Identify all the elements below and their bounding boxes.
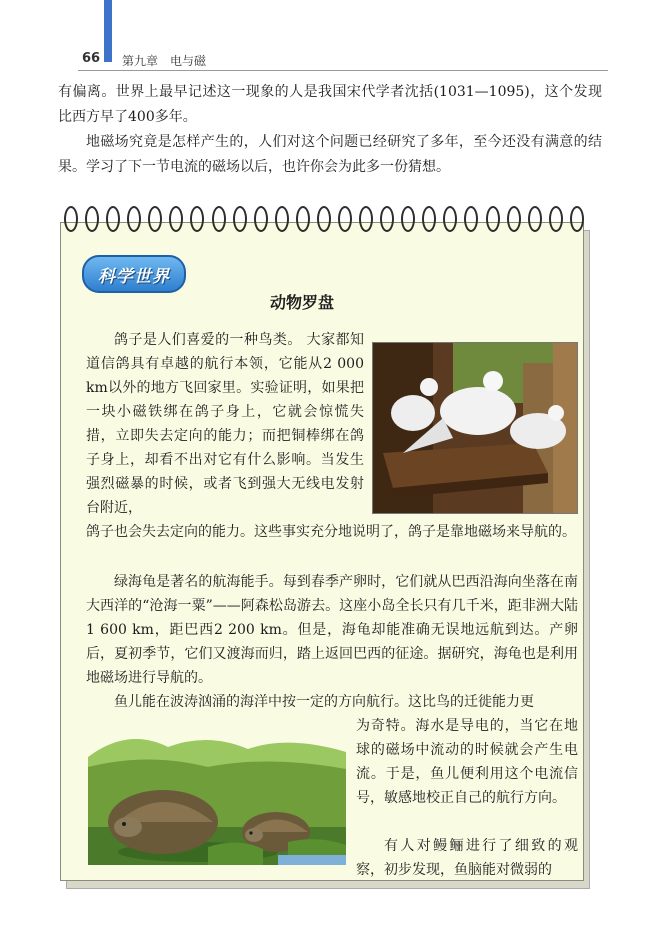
spiral-ring-icon — [127, 206, 141, 232]
spiral-ring-icon — [338, 206, 352, 232]
pigeons-photo — [372, 342, 578, 514]
pigeon-text: 鸽子是人们喜爱的一种鸟类。 大家都知道信鸽具有卓越的航行本领，它能从2 000 km以外的地方飞回家里。实验证明，如果把一块小磁铁绑在鸽子身上，它就会惊慌失措，立即失去定向的能力；而把铜棒绑在鸽子身上，却看不出对它有什么影响。当发生强烈磁暴的时候，或者飞到强大无线电发射台附近， — [86, 332, 364, 516]
spiral-ring-icon — [359, 206, 373, 232]
spiral-binding — [64, 206, 584, 234]
turtle-paragraph — [86, 570, 578, 690]
spiral-ring-icon — [507, 206, 521, 232]
fish-paragraph-side — [356, 714, 578, 810]
intro-paragraph-1: 有偏离。世界上最早记述这一现象的人是我国宋代学者沈括(1031—1095)，这个发现比西方早了400多年。 — [58, 84, 602, 125]
spiral-ring-icon — [422, 206, 436, 232]
spiral-ring-icon — [528, 206, 542, 232]
spiral-ring-icon — [254, 206, 268, 232]
intro-paragraph-2: 地磁场究竟是怎样产生的，人们对这个问题已经研究了多年，至今还没有满意的结果。学习了下一节电流的磁场以后，也许你会为此多一份猜想。 — [58, 134, 602, 175]
fish-paragraph-intro — [86, 690, 578, 714]
article-title: 动物罗盘 — [270, 293, 335, 312]
pigeon-paragraph-cont — [86, 520, 578, 544]
spiral-ring-icon — [169, 206, 183, 232]
fish-text-intro: 鱼儿能在波涛汹涌的海洋中按一定的方向航行。这比鸟的迁徙能力更 — [114, 694, 534, 710]
spiral-ring-icon — [443, 206, 457, 232]
spiral-ring-icon — [401, 206, 415, 232]
spiral-ring-icon — [380, 206, 394, 232]
intro-text — [58, 80, 602, 180]
chapter-tab-marker — [104, 0, 112, 62]
spiral-ring-icon — [275, 206, 289, 232]
turtles-illustration — [88, 727, 346, 865]
spiral-ring-icon — [317, 206, 331, 232]
fish-text-side: 为奇特。海水是导电的，当它在地球的磁场中流动的时候就会产生电流。于是，鱼儿便利用这个电流信号，敏感地校正自己的航行方向。 — [356, 718, 578, 806]
spiral-ring-icon — [148, 206, 162, 232]
science-world-badge: 科学世界 — [82, 255, 186, 293]
eel-paragraph — [356, 834, 578, 882]
header-divider — [78, 70, 608, 71]
spiral-ring-icon — [464, 206, 478, 232]
spiral-ring-icon — [85, 206, 99, 232]
eel-text: 有人对鳗鲡进行了细致的观察，初步发现，鱼脑能对微弱的 — [356, 838, 578, 878]
spiral-ring-icon — [486, 206, 500, 232]
spiral-ring-icon — [296, 206, 310, 232]
page-number: 66 — [82, 51, 101, 66]
pigeon-text-cont: 鸽子也会失去定向的能力。这些事实充分地说明了，鸽子是靠地磁场来导航的。 — [86, 524, 576, 540]
spiral-ring-icon — [233, 206, 247, 232]
spiral-ring-icon — [570, 206, 584, 232]
spiral-ring-icon — [549, 206, 563, 232]
spiral-ring-icon — [106, 206, 120, 232]
turtle-text: 绿海龟是著名的航海能手。每到春季产卵时，它们就从巴西沿海向坐落在南大西洋的“沧海一粟”——阿森松岛游去。这座小岛全长只有几千米，距非洲大陆1 600 km，距巴西2 200 km。但是，海龟却能准确无误地远航到达。产卵后，夏初季节，它们又渡海而归，踏上返回巴西的征途。据研究，海龟也是利用地磁场进行导航的。 — [86, 574, 578, 686]
spiral-ring-icon — [190, 206, 204, 232]
spiral-ring-icon — [212, 206, 226, 232]
chapter-title: 第九章 电与磁 — [122, 54, 207, 68]
pigeon-paragraph — [86, 328, 364, 520]
spiral-ring-icon — [64, 206, 78, 232]
